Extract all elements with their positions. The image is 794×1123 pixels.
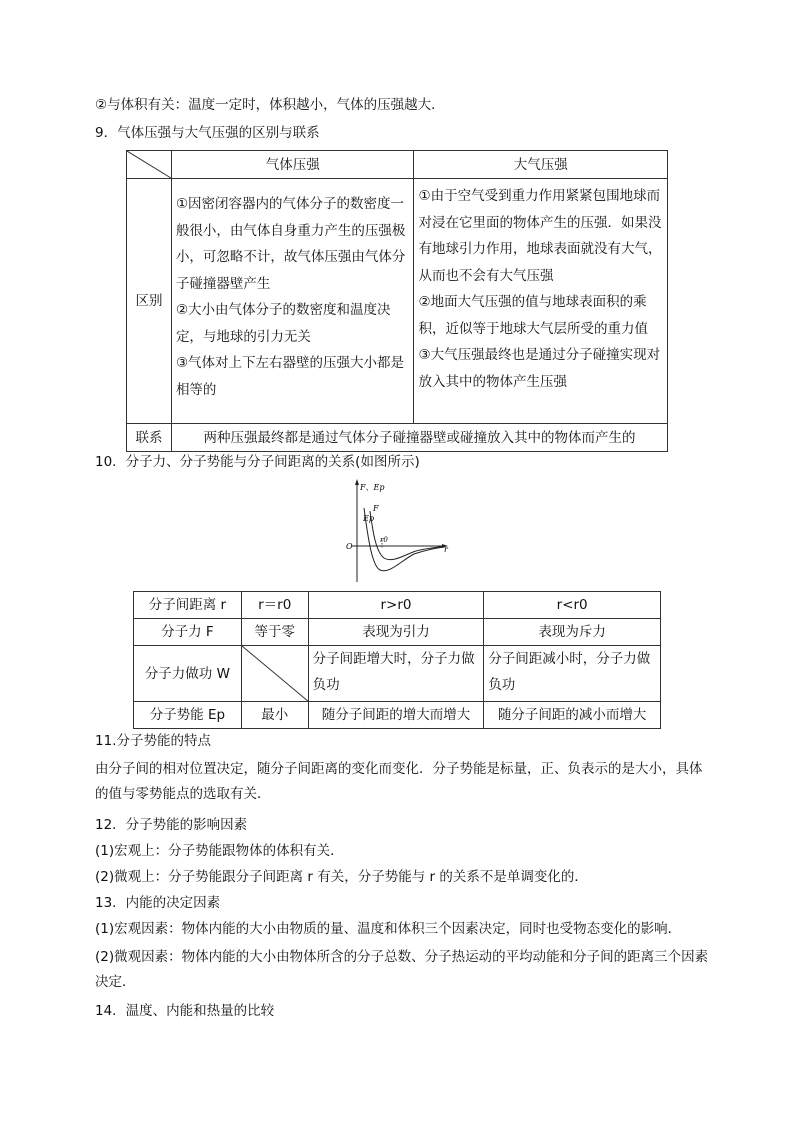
label-potential: 分子势能 Ep — [134, 702, 242, 729]
pressure-comparison-table — [126, 150, 668, 452]
work-less: 分子间距减小时，分子力做负功 — [484, 646, 661, 702]
section-13-title: 13．内能的决定因素 — [95, 895, 221, 911]
section-13-line-1: (1)宏观因素：物体内能的大小由物质的量、温度和体积三个因素决定，同时也受物态变化的影响． — [95, 921, 682, 937]
molecular-force-table — [133, 591, 661, 729]
figure-x-axis-label: r — [444, 545, 448, 554]
header-r-greater-r0: r>r0 — [308, 592, 484, 619]
potential-at-r0: 最小 — [241, 702, 308, 729]
atmospheric-pressure-difference-cell — [414, 179, 668, 424]
intro-line: ②与体积有关：温度一定时，体积越小，气体的压强越大． — [95, 97, 445, 113]
force-at-r0: 等于零 — [241, 619, 308, 646]
section-14-title: 14．温度、内能和热量的比较 — [95, 1003, 275, 1019]
section-9-title: 9．气体压强与大气压强的区别与联系 — [95, 125, 320, 141]
section-12-line-1: (1)宏观上：分子势能跟物体的体积有关． — [95, 843, 344, 859]
row-label-difference: 区别 — [127, 179, 172, 424]
section-11-title: 11.分子势能的特点 — [95, 733, 211, 749]
label-work: 分子力做功 W — [134, 646, 242, 702]
work-greater: 分子间距增大时，分子力做负功 — [308, 646, 484, 702]
work-at-r0-empty — [241, 646, 308, 702]
atmospheric-pressure-text: ①由于空气受到重力作用紧紧包围地球而对浸在它里面的物体产生的压强．如果没有地球引力作用，地球表面就没有大气，从而也不会有大气压强 ②地面大气压强的值与地球表面积的乘积，近似等于地球大气层所受的重力值 ③大气压强最终也是通过分子碰撞实现对放入其中的物体产生压强 — [418, 188, 662, 390]
force-less: 表现为斥力 — [484, 619, 661, 646]
gas-pressure-text: ①因密闭容器内的气体分子的数密度一般很小，由气体自身重力产生的压强极小，可忽略不计，故气体压强由气体分子碰撞器壁产生 ②大小由气体分子的数密度和温度决定，与地球的引力无关 ③气体对上下左右器壁的压强大小都是相等的 — [175, 196, 406, 398]
force-greater: 表现为引力 — [308, 619, 484, 646]
connection-text: 两种压强最终都是通过气体分子碰撞器壁或碰撞放入其中的物体而产生的 — [171, 424, 667, 452]
header-atmospheric-pressure: 大气压强 — [414, 151, 668, 179]
section-12-title: 12．分子势能的影响因素 — [95, 817, 248, 833]
figure-force-label: F — [373, 504, 379, 513]
row-label-connection: 联系 — [127, 424, 172, 452]
figure-y-axis-label: F、Ep — [360, 483, 385, 492]
label-force: 分子力 F — [134, 619, 242, 646]
section-13-line-2: (2)微观因素：物体内能的大小由物体所含的分子总数、分子热运动的平均动能和分子间的距离三个因素决定． — [95, 949, 709, 990]
header-r-equal-r0: r＝r0 — [241, 592, 308, 619]
section-11-text: 由分子间的相对位置决定，随分子间距离的变化而变化．分子势能是标量，正、负表示的是大小，具体的值与零势能点的选取有关． — [95, 761, 703, 802]
header-distance: 分子间距离 r — [134, 592, 242, 619]
header-r-less-r0: r<r0 — [484, 592, 661, 619]
potential-less: 随分子间距的减小而增大 — [484, 702, 661, 729]
potential-greater: 随分子间距的增大而增大 — [308, 702, 484, 729]
molecular-force-figure — [340, 478, 452, 584]
section-12-line-2: (2)微观上：分子势能跟分子间距离 r 有关，分子势能与 r 的关系不是单调变化的． — [95, 869, 588, 885]
header-gas-pressure: 气体压强 — [171, 151, 414, 179]
section-10-title: 10．分子力、分子势能与分子间距离的关系(如图所示) — [95, 454, 420, 470]
figure-r0-label: r0 — [380, 536, 388, 544]
table-corner-cell — [127, 151, 172, 179]
figure-origin-label: O — [346, 542, 353, 551]
figure-potential-label: Ep — [363, 514, 374, 523]
gas-pressure-difference-cell — [171, 179, 414, 424]
